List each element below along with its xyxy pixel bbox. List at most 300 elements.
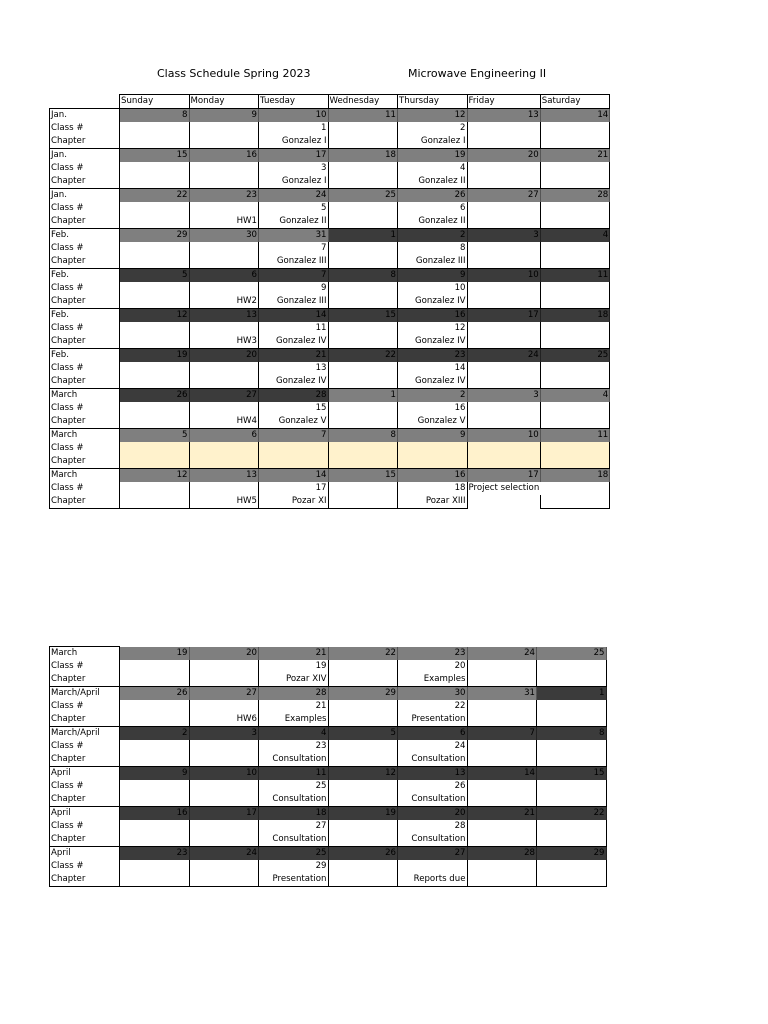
class-number-cell [189, 162, 259, 175]
chapter-cell [259, 455, 329, 469]
month-label: Feb. [50, 309, 120, 323]
date-cell: 17 [467, 469, 540, 483]
week-chapter-row [50, 255, 610, 269]
date-cell: 2 [120, 727, 190, 741]
chapter-cell [467, 455, 540, 469]
class-number-cell: 23 [259, 740, 329, 753]
chapter-cell: Gonzalez III [259, 295, 329, 309]
chapter-cell: Reports due [398, 873, 468, 887]
chapter-cell [189, 833, 259, 847]
week-date-row [50, 149, 610, 163]
week-chapter-row [50, 415, 610, 429]
class-number-cell: 22 [398, 700, 468, 713]
class-number-cell [120, 860, 190, 873]
week-date-row [50, 807, 607, 821]
week-chapter-row [50, 753, 607, 767]
class-label: Class # [50, 740, 120, 753]
class-number-cell [120, 402, 190, 415]
chapter-cell [120, 295, 190, 309]
chapter-cell: Consultation [398, 753, 468, 767]
date-cell: 21 [467, 807, 537, 821]
month-label: Feb. [50, 349, 120, 363]
chapter-cell [120, 255, 190, 269]
chapter-label: Chapter [50, 375, 120, 389]
class-number-cell [467, 442, 540, 455]
date-cell: 24 [189, 847, 259, 861]
class-number-cell [189, 860, 259, 873]
chapter-cell: Consultation [259, 793, 329, 807]
week-chapter-row [50, 135, 610, 149]
day-header-wednesday: Wednesday [328, 95, 398, 109]
date-cell: 19 [120, 647, 190, 661]
date-cell: 19 [120, 349, 190, 363]
chapter-cell: HW5 [189, 495, 259, 509]
class-number-cell: 14 [398, 362, 468, 375]
date-cell: 1 [328, 389, 398, 403]
class-number-cell [120, 362, 190, 375]
class-number-cell [328, 362, 398, 375]
chapter-cell [189, 753, 259, 767]
chapter-cell [189, 455, 259, 469]
chapter-cell [540, 255, 610, 269]
class-number-cell [189, 740, 259, 753]
class-label: Class # [50, 402, 120, 415]
chapter-cell [328, 135, 398, 149]
chapter-cell [467, 335, 540, 349]
class-label: Class # [50, 700, 120, 713]
date-cell: 28 [259, 389, 329, 403]
class-number-cell [540, 442, 610, 455]
class-number-cell [328, 282, 398, 295]
chapter-cell [120, 673, 190, 687]
date-cell: 6 [398, 727, 468, 741]
chapter-cell [467, 833, 537, 847]
date-cell: 18 [259, 807, 329, 821]
date-cell: 12 [120, 469, 190, 483]
class-number-cell [328, 740, 398, 753]
chapter-cell [467, 753, 537, 767]
chapter-cell [189, 375, 259, 389]
class-number-cell [467, 202, 540, 215]
class-number-cell [328, 780, 398, 793]
chapter-label: Chapter [50, 753, 120, 767]
chapter-cell: Gonzalez V [259, 415, 329, 429]
date-cell: 13 [398, 767, 468, 781]
date-cell: 29 [537, 847, 607, 861]
class-number-cell: 3 [259, 162, 329, 175]
class-number-cell: 25 [259, 780, 329, 793]
date-cell: 9 [120, 767, 190, 781]
class-number-cell [189, 442, 259, 455]
week-date-row [50, 687, 607, 701]
chapter-cell: HW2 [189, 295, 259, 309]
chapter-cell [540, 135, 610, 149]
class-number-cell [328, 162, 398, 175]
chapter-label: Chapter [50, 455, 120, 469]
class-label: Class # [50, 282, 120, 295]
week-chapter-row [50, 495, 610, 509]
date-cell: 26 [120, 389, 190, 403]
chapter-cell: Gonzalez IV [398, 375, 468, 389]
week-class-row [50, 442, 610, 455]
month-label: Feb. [50, 229, 120, 243]
class-label: Class # [50, 482, 120, 495]
class-number-cell: 26 [398, 780, 468, 793]
date-cell: 14 [467, 767, 537, 781]
chapter-cell [120, 135, 190, 149]
chapter-cell [328, 375, 398, 389]
week-date-row [50, 767, 607, 781]
date-cell: 15 [328, 469, 398, 483]
class-label: Class # [50, 202, 120, 215]
class-number-cell [189, 820, 259, 833]
class-number-cell [537, 820, 607, 833]
date-cell: 31 [259, 229, 329, 243]
chapter-cell [328, 793, 398, 807]
chapter-cell [467, 295, 540, 309]
date-cell: 8 [328, 429, 398, 443]
date-cell: 26 [328, 847, 398, 861]
month-label: Jan. [50, 149, 120, 163]
chapter-cell [467, 673, 537, 687]
class-number-cell: 7 [259, 242, 329, 255]
class-label: Class # [50, 820, 120, 833]
chapter-cell: Gonzalez I [398, 135, 468, 149]
class-number-cell [189, 202, 259, 215]
date-cell: 30 [398, 687, 468, 701]
date-cell: 22 [328, 647, 398, 661]
week-chapter-row [50, 215, 610, 229]
date-cell: 14 [259, 309, 329, 323]
class-number-cell: 11 [259, 322, 329, 335]
date-cell: 20 [189, 349, 259, 363]
chapter-cell [120, 833, 190, 847]
week-date-row [50, 189, 610, 203]
date-cell: 12 [398, 109, 468, 123]
date-cell: 18 [540, 469, 610, 483]
class-number-cell: 28 [398, 820, 468, 833]
date-cell: 17 [467, 309, 540, 323]
date-cell: 26 [398, 189, 468, 203]
date-cell: 2 [398, 389, 468, 403]
chapter-cell [467, 495, 540, 509]
chapter-cell: Consultation [398, 833, 468, 847]
date-cell: 26 [120, 687, 190, 701]
date-cell: 23 [398, 349, 468, 363]
date-cell: 29 [328, 687, 398, 701]
chapter-cell [120, 335, 190, 349]
class-number-cell [467, 700, 537, 713]
date-cell: 28 [259, 687, 329, 701]
week-class-row [50, 780, 607, 793]
chapter-cell: Examples [259, 713, 329, 727]
chapter-label: Chapter [50, 713, 120, 727]
week-chapter-row [50, 375, 610, 389]
date-cell: 20 [467, 149, 540, 163]
chapter-label: Chapter [50, 135, 120, 149]
week-class-row [50, 242, 610, 255]
day-header-monday: Monday [189, 95, 259, 109]
class-number-cell [328, 820, 398, 833]
class-number-cell [537, 740, 607, 753]
date-cell: 9 [398, 269, 468, 283]
date-cell: 31 [467, 687, 537, 701]
class-number-cell: 6 [398, 202, 468, 215]
class-number-cell [189, 780, 259, 793]
chapter-cell [540, 295, 610, 309]
week-chapter-row [50, 175, 610, 189]
date-cell: 14 [540, 109, 610, 123]
week-date-row [50, 389, 610, 403]
class-label: Class # [50, 322, 120, 335]
chapter-cell [328, 833, 398, 847]
chapter-cell [467, 793, 537, 807]
class-label: Class # [50, 122, 120, 135]
class-number-cell: 18 [398, 482, 468, 495]
class-label: Class # [50, 660, 120, 673]
date-cell: 3 [467, 389, 540, 403]
week-date-row [50, 109, 610, 123]
chapter-cell [328, 873, 398, 887]
chapter-label: Chapter [50, 215, 120, 229]
day-header-tuesday: Tuesday [259, 95, 329, 109]
class-number-cell [540, 202, 610, 215]
class-number-cell [540, 122, 610, 135]
chapter-cell: Gonzalez V [398, 415, 468, 429]
class-number-cell [540, 402, 610, 415]
date-cell: 10 [189, 767, 259, 781]
chapter-cell: Gonzalez IV [398, 335, 468, 349]
date-cell: 7 [259, 429, 329, 443]
chapter-cell [537, 793, 607, 807]
class-number-cell [328, 660, 398, 673]
class-number-cell [189, 660, 259, 673]
date-cell: 11 [540, 269, 610, 283]
course-title: Microwave Engineering II [408, 67, 547, 80]
week-class-row [50, 202, 610, 215]
chapter-cell: Examples [398, 673, 468, 687]
date-cell: 18 [540, 309, 610, 323]
class-number-cell [537, 780, 607, 793]
month-label: March [50, 389, 120, 403]
date-cell: 1 [328, 229, 398, 243]
class-number-cell [467, 122, 540, 135]
chapter-cell [189, 673, 259, 687]
chapter-cell [120, 713, 190, 727]
header-blank [50, 95, 120, 109]
class-number-cell: 24 [398, 740, 468, 753]
class-number-cell [120, 282, 190, 295]
class-number-cell [467, 242, 540, 255]
week-date-row [50, 647, 607, 661]
chapter-label: Chapter [50, 673, 120, 687]
date-cell: 24 [259, 189, 329, 203]
chapter-cell [467, 255, 540, 269]
week-class-row [50, 162, 610, 175]
month-label: March/April [50, 687, 120, 701]
chapter-cell [537, 713, 607, 727]
class-number-cell [467, 282, 540, 295]
date-cell: 16 [398, 309, 468, 323]
date-cell: 5 [120, 269, 190, 283]
day-header-saturday: Saturday [540, 95, 610, 109]
date-cell: 16 [398, 469, 468, 483]
chapter-cell [328, 713, 398, 727]
month-label: Jan. [50, 189, 120, 203]
chapter-cell [328, 753, 398, 767]
schedule-table-2 [49, 646, 607, 887]
chapter-cell: Consultation [259, 753, 329, 767]
chapter-cell [540, 495, 610, 509]
date-cell: 24 [467, 349, 540, 363]
chapter-label: Chapter [50, 175, 120, 189]
class-number-cell [120, 122, 190, 135]
chapter-cell [540, 175, 610, 189]
class-number-cell [328, 402, 398, 415]
chapter-label: Chapter [50, 873, 120, 887]
class-number-cell: 27 [259, 820, 329, 833]
chapter-cell: Gonzalez IV [398, 295, 468, 309]
date-cell: 8 [328, 269, 398, 283]
class-number-cell [540, 362, 610, 375]
week-class-row [50, 122, 610, 135]
month-label: Jan. [50, 109, 120, 123]
date-cell: 16 [189, 149, 259, 163]
date-cell: 7 [467, 727, 537, 741]
chapter-cell [189, 135, 259, 149]
date-cell: 6 [189, 269, 259, 283]
chapter-cell: Presentation [398, 713, 468, 727]
class-number-cell: 16 [398, 402, 468, 415]
week-chapter-row [50, 673, 607, 687]
class-number-cell [120, 322, 190, 335]
chapter-cell: Consultation [259, 833, 329, 847]
date-cell: 7 [259, 269, 329, 283]
class-number-cell [540, 242, 610, 255]
class-number-cell [467, 780, 537, 793]
class-number-cell [189, 482, 259, 495]
month-label: April [50, 847, 120, 861]
class-number-cell [540, 282, 610, 295]
chapter-cell [120, 753, 190, 767]
chapter-label: Chapter [50, 295, 120, 309]
chapter-cell: HW3 [189, 335, 259, 349]
week-chapter-row [50, 295, 610, 309]
date-cell: 9 [189, 109, 259, 123]
chapter-label: Chapter [50, 255, 120, 269]
schedule-title: Class Schedule Spring 2023 [157, 67, 311, 80]
chapter-cell: Gonzalez II [398, 175, 468, 189]
chapter-cell [537, 753, 607, 767]
date-cell: 3 [467, 229, 540, 243]
date-cell: 27 [189, 389, 259, 403]
class-number-cell [120, 660, 190, 673]
class-number-cell: 13 [259, 362, 329, 375]
class-number-cell [120, 442, 190, 455]
date-cell: 29 [120, 229, 190, 243]
date-cell: 12 [120, 309, 190, 323]
class-number-cell: 2 [398, 122, 468, 135]
chapter-cell [540, 375, 610, 389]
date-cell: 17 [259, 149, 329, 163]
chapter-cell [120, 375, 190, 389]
date-cell: 17 [189, 807, 259, 821]
chapter-cell [120, 495, 190, 509]
date-cell: 4 [540, 389, 610, 403]
chapter-label: Chapter [50, 793, 120, 807]
chapter-cell [467, 375, 540, 389]
class-number-cell: 1 [259, 122, 329, 135]
date-cell: 13 [189, 309, 259, 323]
chapter-label: Chapter [50, 415, 120, 429]
schedule-table-1 [49, 94, 610, 509]
class-number-cell [189, 242, 259, 255]
date-cell: 15 [537, 767, 607, 781]
class-number-cell [189, 700, 259, 713]
chapter-cell: Gonzalez IV [259, 335, 329, 349]
date-cell: 5 [120, 429, 190, 443]
chapter-cell [120, 455, 190, 469]
date-cell: 21 [259, 349, 329, 363]
chapter-cell [398, 455, 468, 469]
week-date-row [50, 229, 610, 243]
week-class-row [50, 740, 607, 753]
chapter-cell: Gonzalez II [398, 215, 468, 229]
date-cell: 15 [120, 149, 190, 163]
chapter-cell: Gonzalez III [398, 255, 468, 269]
class-number-cell: 10 [398, 282, 468, 295]
class-number-cell: 29 [259, 860, 329, 873]
class-number-cell: 4 [398, 162, 468, 175]
class-number-cell: 12 [398, 322, 468, 335]
date-cell: 23 [398, 647, 468, 661]
date-cell: 10 [467, 269, 540, 283]
class-number-cell [189, 282, 259, 295]
week-date-row [50, 349, 610, 363]
date-cell: 20 [189, 647, 259, 661]
chapter-cell [467, 175, 540, 189]
date-cell: 28 [540, 189, 610, 203]
class-label: Class # [50, 162, 120, 175]
week-class-row [50, 820, 607, 833]
class-label: Class # [50, 780, 120, 793]
chapter-cell: Presentation [259, 873, 329, 887]
day-header-friday: Friday [467, 95, 540, 109]
week-class-row [50, 402, 610, 415]
week-chapter-row [50, 335, 610, 349]
week-class-row [50, 322, 610, 335]
class-number-cell [540, 162, 610, 175]
month-label: March [50, 647, 120, 661]
day-header-row [50, 95, 610, 109]
chapter-cell [467, 215, 540, 229]
chapter-cell [537, 873, 607, 887]
class-number-cell [120, 162, 190, 175]
date-cell: 23 [120, 847, 190, 861]
week-chapter-row [50, 455, 610, 469]
chapter-cell: Consultation [398, 793, 468, 807]
month-label: March [50, 429, 120, 443]
chapter-cell [189, 873, 259, 887]
month-label: Feb. [50, 269, 120, 283]
date-cell: 14 [259, 469, 329, 483]
date-cell: 8 [120, 109, 190, 123]
class-number-cell [189, 362, 259, 375]
class-label: Class # [50, 860, 120, 873]
class-number-cell [467, 740, 537, 753]
chapter-cell [540, 455, 610, 469]
date-cell: 11 [259, 767, 329, 781]
